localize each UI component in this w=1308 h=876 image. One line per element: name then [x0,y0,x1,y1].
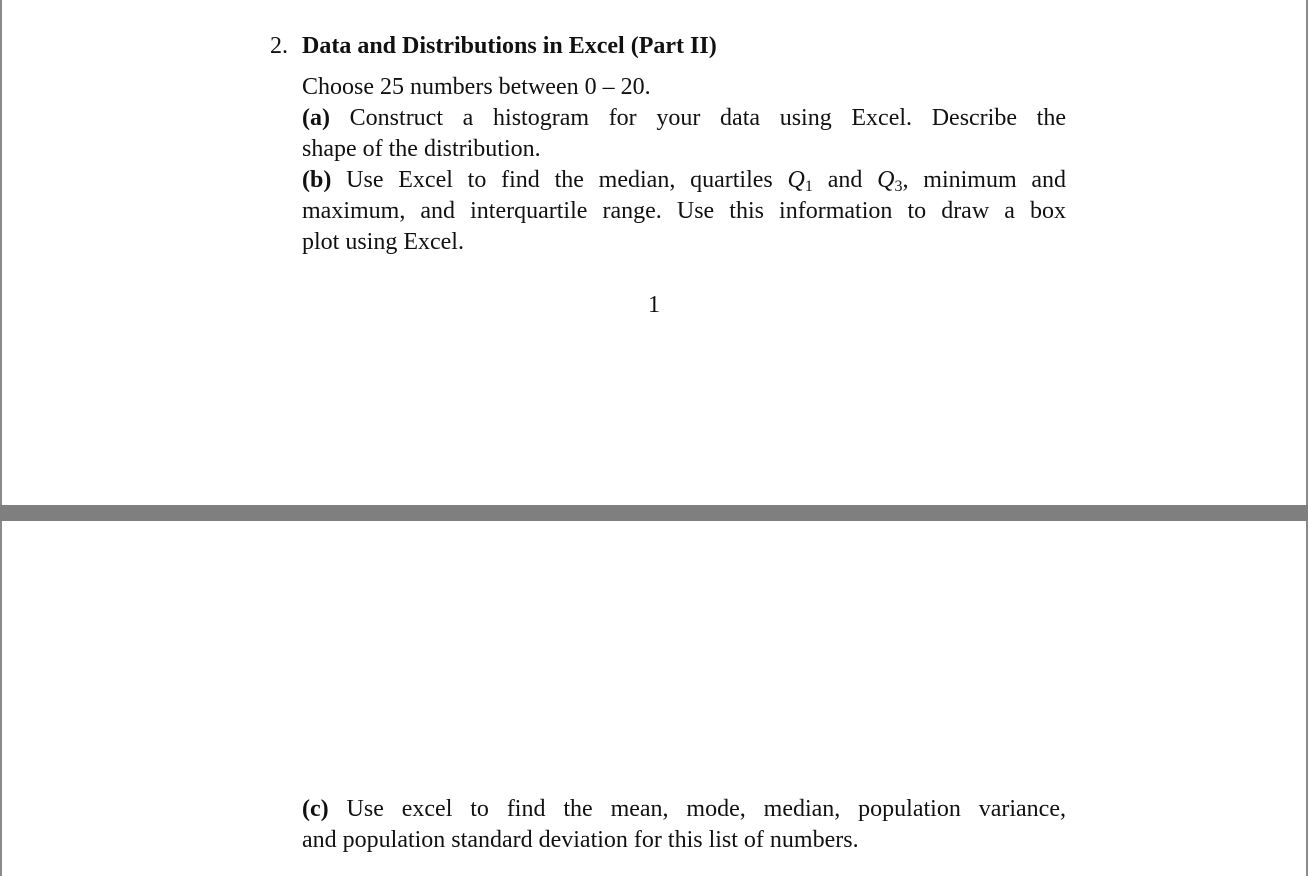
question-title: Data and Distributions in Excel (Part II) [302,33,717,59]
part-a-label: (a) [302,105,330,131]
part-b-line-1 [302,165,1066,196]
part-b-line-2: maximum, and interquartile range. Use this information to draw a box [302,198,1066,224]
part-b-and: and [827,167,863,193]
q1-subscript: 1 [804,178,813,195]
q3-subscript: 3 [894,178,903,195]
part-a-text-1: Construct a histogram for your data using Excel. Describe the [349,105,1066,131]
part-c-line-2: and population standard deviation for this list of numbers. [302,827,859,853]
page-number: 1 [648,292,660,318]
part-a-line-2: shape of the distribution. [302,136,541,162]
q1-symbol: Q [787,167,805,193]
question-intro: Choose 25 numbers between 0 – 20. [302,74,651,100]
part-b-line-3: plot using Excel. [302,229,464,255]
part-b-text-1-start: Use Excel to find the median, quartiles [346,167,773,193]
document-page-2 [0,521,1308,876]
q1-math [788,167,813,193]
q3-math [877,167,902,193]
part-b-label: (b) [302,167,332,193]
page-separator [0,505,1308,521]
q3-symbol: Q [877,167,895,193]
question-number: 2. [270,33,288,59]
part-a-line-1 [302,103,1066,134]
part-c-line-1 [302,794,1066,825]
part-b-text-1-end: , minimum and [902,167,1067,193]
part-c-label: (c) [302,796,329,822]
part-c-text-1: Use excel to find the mean, mode, median, population variance, [346,796,1066,822]
